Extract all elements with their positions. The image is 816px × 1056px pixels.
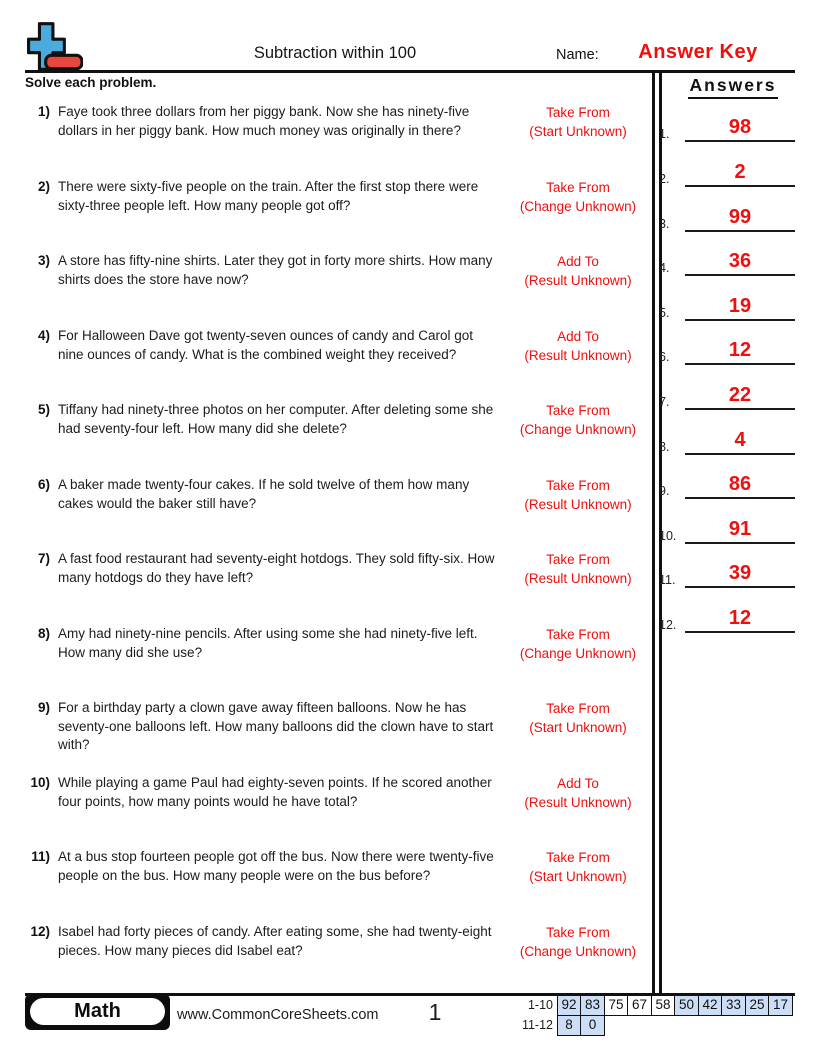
answer-row xyxy=(659,153,796,187)
answer-value: 86 xyxy=(728,473,752,495)
name-label: Name: xyxy=(556,47,599,63)
problem-text: A store has fifty-nine shirts. Later they got in forty more shirts. How many shirts does the store have now? xyxy=(58,253,493,287)
problem-type-label xyxy=(497,774,659,812)
answer-line xyxy=(685,363,795,365)
answer-row xyxy=(659,242,796,276)
problem-type-label xyxy=(497,103,659,141)
problem-text: Tiffany had ninety-three photos on her computer. After deleting some she had seventy-four left. How many did she delete? xyxy=(58,402,494,436)
answer-line xyxy=(685,542,795,544)
answer-value: 4 xyxy=(734,429,746,451)
problem-type: Take From xyxy=(546,701,610,716)
problem-number: 12) xyxy=(30,924,50,939)
score-cell: 0 xyxy=(580,1015,605,1036)
problem-text: For a birthday party a clown gave away fifteen balloons. Now he has seventy-one balloons left. How many balloons did the clown have to start with? xyxy=(58,700,494,753)
answer-line xyxy=(685,140,795,142)
instruction: Solve each problem. xyxy=(25,75,157,90)
brand-label: Math xyxy=(30,998,165,1025)
answer-value: 39 xyxy=(728,562,752,584)
problem-type: Add To xyxy=(557,254,599,269)
header-rule xyxy=(25,70,795,73)
answer-line xyxy=(685,230,795,232)
problem-type: Add To xyxy=(557,776,599,791)
score-table xyxy=(512,995,793,1036)
answer-number: 5. xyxy=(659,306,670,320)
answer-row xyxy=(659,510,796,544)
answer-value: 12 xyxy=(728,339,752,361)
problem-subtype: (Result Unknown) xyxy=(524,795,632,810)
problem-text: A baker made twenty-four cakes. If he sold twelve of them how many cakes would the baker still have? xyxy=(58,477,470,511)
problem-type: Take From xyxy=(546,925,610,940)
problem-subtype: (Result Unknown) xyxy=(524,571,632,586)
answer-row xyxy=(659,554,796,588)
answer-number: 11. xyxy=(659,573,676,587)
problem-text: For Halloween Dave got twenty-seven ounces of candy and Carol got nine ounces of candy. What is the combined weight they received? xyxy=(58,328,473,362)
score-cell: 67 xyxy=(627,995,652,1016)
problem-number: 4) xyxy=(37,328,50,343)
problem-text: Faye took three dollars from her piggy bank. Now she has ninety-five dollars in her piggy bank. How much money was originally in there? xyxy=(58,104,470,138)
answer-value: 36 xyxy=(728,250,752,272)
plus-minus-logo-icon xyxy=(27,22,83,76)
answer-number: 4. xyxy=(659,261,670,275)
problem-type: Add To xyxy=(557,329,599,344)
problem-type: Take From xyxy=(546,105,610,120)
score-cell: 17 xyxy=(768,995,793,1016)
answer-number: 2. xyxy=(659,172,670,186)
plus-minus-icon xyxy=(27,22,83,71)
problem-type-label xyxy=(497,178,659,216)
score-cell: 83 xyxy=(580,995,605,1016)
answer-line xyxy=(685,586,795,588)
problem-number: 11) xyxy=(31,849,50,864)
score-cell: 50 xyxy=(674,995,699,1016)
problem-type-label xyxy=(497,476,659,514)
problem-text: There were sixty-five people on the train. After the first stop there were sixty-three people left. How many people got off? xyxy=(58,179,479,213)
problem-subtype: (Change Unknown) xyxy=(519,199,637,214)
answer-value: 99 xyxy=(728,206,752,228)
score-cell: 8 xyxy=(557,1015,582,1036)
problem-type-label xyxy=(497,252,659,290)
problem-text: A fast food restaurant had seventy-eight hotdogs. They sold fifty-six. How many hotdogs do they have left? xyxy=(58,551,495,585)
score-cell: 25 xyxy=(745,995,770,1016)
answer-value: 91 xyxy=(728,518,752,540)
problem-type-label xyxy=(497,327,659,365)
problem-number: 10) xyxy=(30,775,50,790)
problem-subtype: (Change Unknown) xyxy=(519,646,637,661)
problem-type-label xyxy=(497,625,659,663)
problem-type-label xyxy=(497,923,659,961)
answer-value: 22 xyxy=(728,384,752,406)
problem-type: Take From xyxy=(546,552,610,567)
answer-row xyxy=(659,421,796,455)
problem-text: Amy had ninety-nine pencils. After using some she had ninety-five left. How many did she use? xyxy=(58,626,478,660)
problem-subtype: (Result Unknown) xyxy=(524,497,632,512)
score-row-label: 1-10 xyxy=(527,998,553,1012)
answer-value: 19 xyxy=(728,295,752,317)
score-cell: 75 xyxy=(604,995,629,1016)
problem-subtype: (Result Unknown) xyxy=(524,348,632,363)
math-badge xyxy=(25,994,170,1030)
problem-number: 2) xyxy=(37,179,50,194)
answer-line xyxy=(685,453,795,455)
answers-title: Answers xyxy=(688,75,779,99)
problem-number: 8) xyxy=(37,626,50,641)
problem-text: While playing a game Paul had eighty-seven points. If he scored another four points, how many points would he have total? xyxy=(58,775,492,809)
answer-row xyxy=(659,108,796,142)
score-cell: 33 xyxy=(721,995,746,1016)
problem-type-label xyxy=(497,550,659,588)
answer-line xyxy=(685,185,795,187)
problem-type: Take From xyxy=(546,180,610,195)
worksheet-title: Subtraction within 100 xyxy=(253,44,417,62)
answer-row xyxy=(659,465,796,499)
problem-subtype: (Change Unknown) xyxy=(519,944,637,959)
problem-subtype: (Start Unknown) xyxy=(529,869,627,884)
score-row xyxy=(512,995,793,1016)
problem-type-label xyxy=(497,401,659,439)
problem-number: 7) xyxy=(37,551,50,566)
answer-value: 12 xyxy=(728,607,752,629)
page-number: 1 xyxy=(428,999,442,1025)
score-cell: 92 xyxy=(557,995,582,1016)
answer-line xyxy=(685,497,795,499)
answer-number: 12. xyxy=(659,618,677,632)
answer-value: 2 xyxy=(734,161,746,183)
problem-type-label xyxy=(497,848,659,886)
answer-number: 10. xyxy=(659,529,677,543)
score-cell: 58 xyxy=(651,995,676,1016)
answers-panel-header xyxy=(664,75,802,99)
answer-line xyxy=(685,319,795,321)
answer-line xyxy=(685,274,795,276)
answer-number: 1. xyxy=(659,127,670,141)
answer-value: 98 xyxy=(728,116,752,138)
problem-text: At a bus stop fourteen people got off the bus. Now there were twenty-five people on the bus. How many people were on the bus before? xyxy=(58,849,494,883)
answer-row xyxy=(659,376,796,410)
problem-subtype: (Start Unknown) xyxy=(529,720,627,735)
answer-row xyxy=(659,198,796,232)
answer-row xyxy=(659,287,796,321)
answer-number: 7. xyxy=(659,395,670,409)
problem-type: Take From xyxy=(546,627,610,642)
problem-number: 6) xyxy=(37,477,50,492)
answer-row xyxy=(659,599,796,633)
problem-type: Take From xyxy=(546,403,610,418)
problem-type-label xyxy=(497,699,659,737)
score-row-label: 11-12 xyxy=(521,1018,553,1032)
problem-type: Take From xyxy=(546,850,610,865)
problem-number: 1) xyxy=(37,104,50,119)
answer-number: 9. xyxy=(659,484,670,498)
problem-number: 5) xyxy=(37,402,50,417)
score-row xyxy=(512,1015,793,1036)
website-url: www.CommonCoreSheets.com xyxy=(177,1007,379,1023)
problem-subtype: (Start Unknown) xyxy=(529,124,627,139)
answer-number: 6. xyxy=(659,350,670,364)
answer-line xyxy=(685,631,795,633)
score-cell: 42 xyxy=(698,995,723,1016)
answer-line xyxy=(685,408,795,410)
problem-type: Take From xyxy=(546,478,610,493)
problem-number: 9) xyxy=(37,700,50,715)
problem-subtype: (Change Unknown) xyxy=(519,422,637,437)
problem-text: Isabel had forty pieces of candy. After eating some, she had twenty-eight pieces. How many pieces did Isabel eat? xyxy=(58,924,492,958)
answer-number: 8. xyxy=(659,440,670,454)
answer-number: 3. xyxy=(659,217,670,231)
answer-row xyxy=(659,331,796,365)
problem-number: 3) xyxy=(37,253,50,268)
name-value: Answer Key xyxy=(638,41,758,63)
problem-subtype: (Result Unknown) xyxy=(524,273,632,288)
